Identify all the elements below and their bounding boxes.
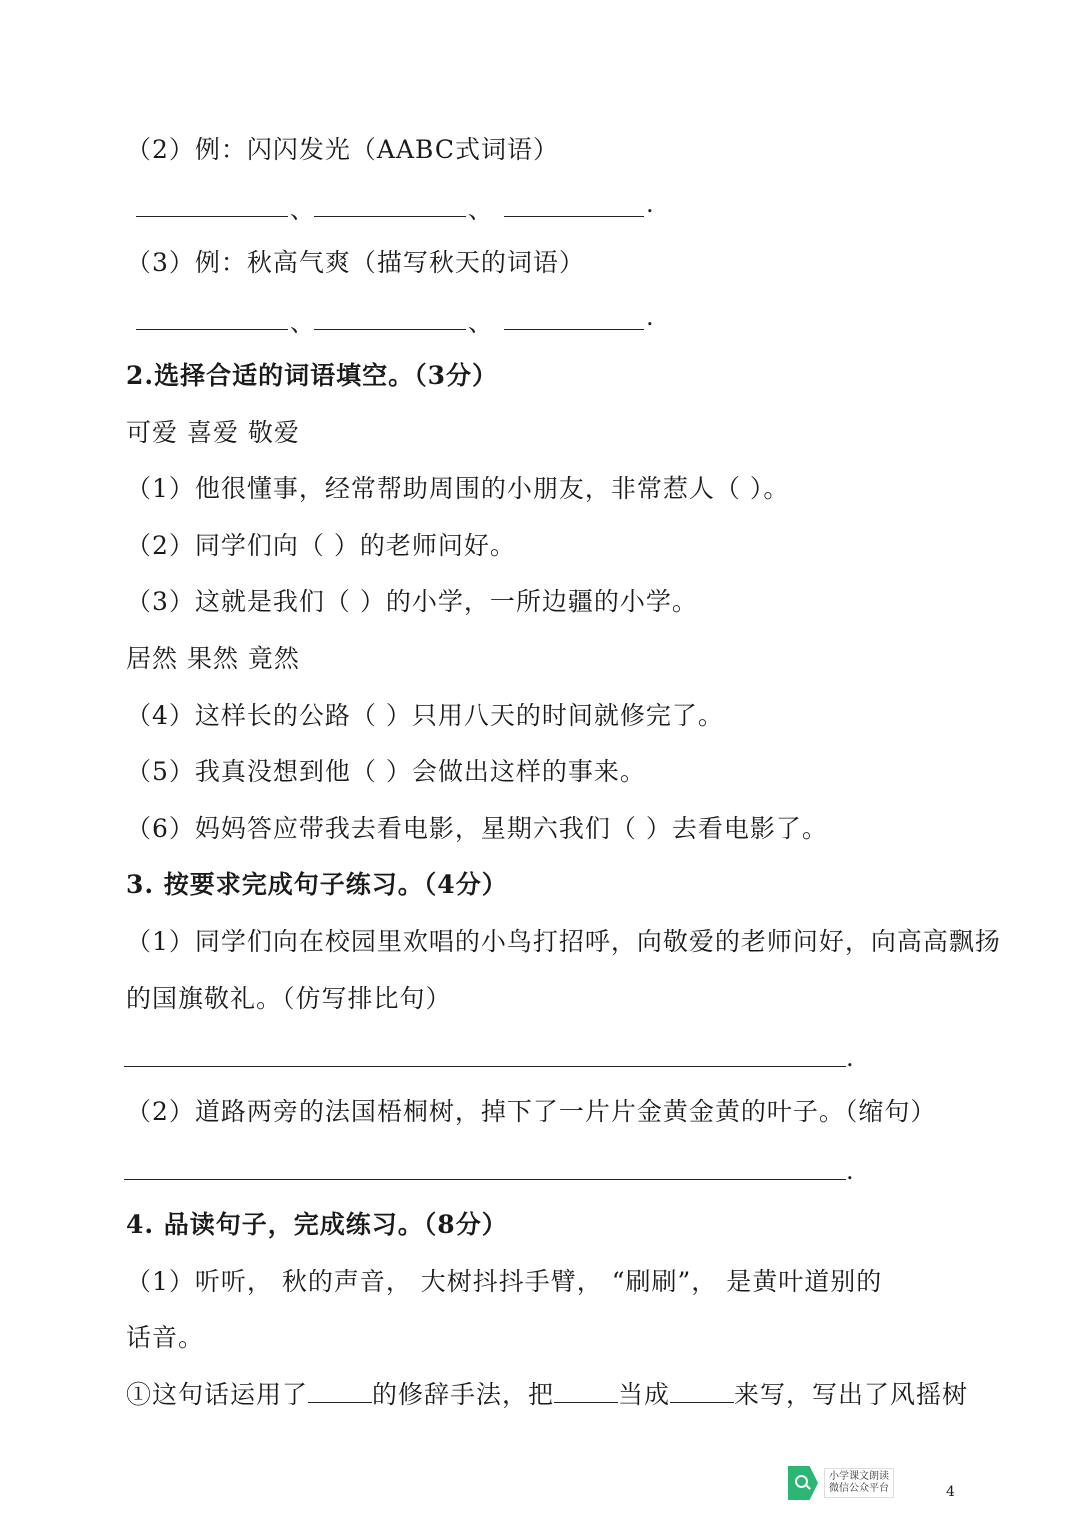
- end-mark: .: [646, 303, 654, 331]
- answer-blank[interactable]: [504, 216, 644, 217]
- end-mark: .: [846, 1044, 854, 1072]
- q3-item-2-answer-line[interactable]: [124, 1179, 846, 1180]
- q3-item-1-line1: （1）同学们向在校园里欢唱的小鸟打招呼，向敬爱的老师问好，向高高飘扬: [126, 927, 1001, 956]
- word-bank-1: 可爱 喜爱 敬爱: [126, 418, 300, 447]
- q1-sub3-answer-row: [136, 303, 666, 337]
- answer-blank[interactable]: [136, 216, 288, 217]
- separator: 、: [290, 309, 314, 337]
- logo-text: [824, 1468, 894, 1498]
- answer-blank[interactable]: [308, 1380, 372, 1403]
- answer-blank[interactable]: [554, 1380, 618, 1403]
- logo-line-1: 小学课文朗读: [829, 1471, 889, 1482]
- q4-passage-line2: 话音。: [126, 1323, 205, 1352]
- answer-blank[interactable]: [504, 329, 644, 330]
- separator: 、: [468, 196, 492, 224]
- q4-sub1-text-3: 当成: [618, 1380, 671, 1409]
- section-4-heading: 4. 品读句子，完成练习。（8分）: [126, 1210, 508, 1239]
- q2-item-4: （4）这样长的公路（ ）只用八天的时间就修完了。: [126, 701, 724, 730]
- page-number: 4: [946, 1484, 955, 1500]
- q4-sub1-question: [126, 1378, 968, 1412]
- separator: 、: [468, 309, 492, 337]
- q3-item-1-answer-line[interactable]: [124, 1066, 846, 1067]
- section-3-heading: 3. 按要求完成句子练习。（4分）: [126, 870, 508, 899]
- end-mark: .: [646, 190, 654, 218]
- section-2-heading: 2.选择合适的词语填空。（3分）: [126, 361, 498, 390]
- q3-item-1-line2: 的国旗敬礼。（仿写排比句）: [126, 984, 452, 1013]
- q2-item-3: （3）这就是我们（ ）的小学，一所边疆的小学。: [126, 587, 698, 616]
- wechat-logo: [788, 1466, 914, 1500]
- q3-item-2: （2）道路两旁的法国梧桐树，掉下了一片片金黄金黄的叶子。（缩句）: [126, 1097, 937, 1126]
- q4-sub1-text-1: ①这句话运用了: [126, 1380, 309, 1409]
- q4-sub1-text-2: 的修辞手法，把: [372, 1380, 555, 1409]
- q2-item-5: （5）我真没想到他（ ）会做出这样的事来。: [126, 757, 646, 786]
- q4-passage-line1: （1）听听， 秋的声音， 大树抖抖手臂， “刷刷”， 是黄叶道别的: [126, 1267, 883, 1296]
- end-mark: .: [846, 1157, 854, 1185]
- answer-blank[interactable]: [670, 1380, 734, 1403]
- q4-sub1-text-4: 来写，写出了风摇树: [734, 1380, 969, 1409]
- q2-item-2: （2）同学们向（ ）的老师问好。: [126, 531, 516, 560]
- word-bank-2: 居然 果然 竟然: [126, 644, 300, 673]
- q2-item-1: （1）他很懂事，经常帮助周围的小朋友，非常惹人（ ）。: [126, 474, 790, 503]
- logo-line-2: 微信公众平台: [829, 1483, 889, 1494]
- search-icon: [788, 1466, 818, 1500]
- separator: 、: [290, 196, 314, 224]
- q1-sub2-prompt: （2）例：闪闪发光（AABC式词语）: [126, 135, 559, 164]
- answer-blank[interactable]: [136, 329, 288, 330]
- q1-sub3-prompt: （3）例：秋高气爽（描写秋天的词语）: [126, 248, 585, 277]
- answer-blank[interactable]: [314, 216, 466, 217]
- answer-blank[interactable]: [314, 329, 466, 330]
- q2-item-6: （6）妈妈答应带我去看电影，星期六我们（ ）去看电影了。: [126, 814, 828, 843]
- q1-sub2-answer-row: [136, 190, 666, 224]
